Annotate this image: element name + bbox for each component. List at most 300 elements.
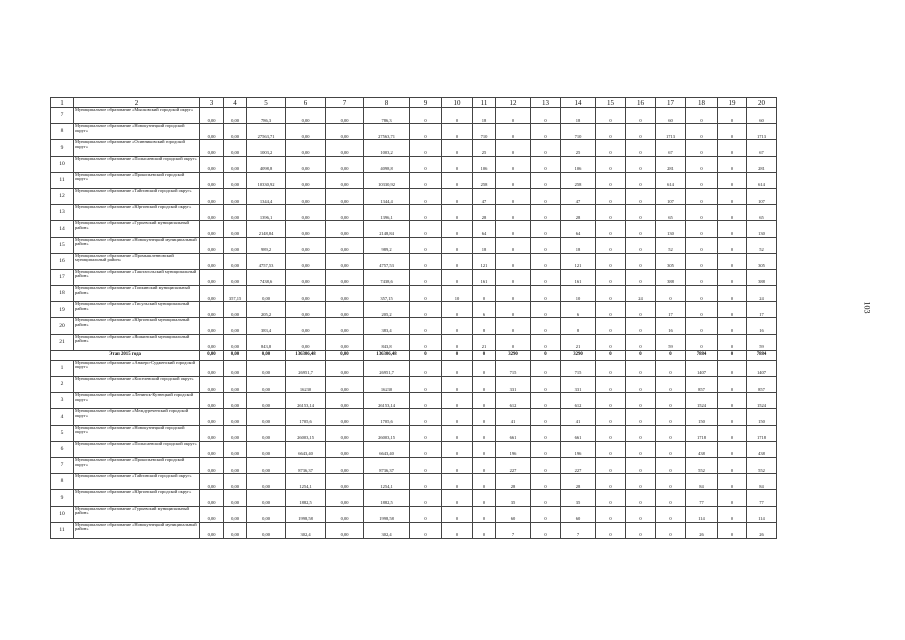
table-cell: 0,00 (286, 302, 326, 318)
table-cell: 281 (747, 156, 777, 172)
table-cell: 10330,92 (364, 172, 410, 188)
table-cell: 64 (561, 221, 596, 237)
table-cell: 0 (596, 522, 626, 538)
table-cell: 0 (718, 188, 747, 204)
table-cell: 0 (656, 393, 686, 409)
table-cell: 715 (561, 360, 596, 376)
table-cell: 16 (747, 318, 777, 334)
table-cell: 0,00 (247, 441, 286, 457)
table-cell: 0,00 (247, 377, 286, 393)
table-cell: 0,00 (326, 221, 364, 237)
stage-total-cell: 136306,48 (364, 350, 410, 360)
municipality-name: Муниципальное образование «Яшкинский муниципальный район» (74, 334, 200, 350)
table-cell: 0 (410, 334, 442, 350)
table-row (51, 474, 777, 490)
stage-total-cell: 0 (596, 350, 626, 360)
table-cell: 1524 (747, 393, 777, 409)
table-cell: 121 (473, 253, 496, 269)
table-cell: 0 (656, 522, 686, 538)
table-cell: 0 (596, 124, 626, 140)
table-cell: 0 (410, 253, 442, 269)
table-cell: 0,00 (326, 188, 364, 204)
table-cell: 1705,6 (364, 409, 410, 425)
table-cell: 6 (473, 302, 496, 318)
table-cell: 0 (496, 124, 531, 140)
table-cell: 0,00 (200, 172, 224, 188)
table-cell: 0 (596, 360, 626, 376)
table-cell: 114 (686, 506, 718, 522)
table-cell: 357,15 (364, 286, 410, 302)
table-cell: 8 (473, 318, 496, 334)
table-cell: 26 (686, 522, 718, 538)
row-number: 12 (51, 188, 74, 204)
table-cell: 0,00 (224, 172, 247, 188)
table-cell: 0 (442, 108, 473, 124)
table-cell: 0 (596, 425, 626, 441)
table-cell: 0 (596, 506, 626, 522)
table-cell: 0,00 (247, 393, 286, 409)
table-cell: 0 (496, 318, 531, 334)
table-cell: 305 (656, 253, 686, 269)
table-cell: 0 (473, 457, 496, 473)
table-cell: 17 (656, 302, 686, 318)
table-cell: 0 (656, 474, 686, 490)
table-cell: 0 (718, 205, 747, 221)
table-cell: 438 (747, 441, 777, 457)
column-header: 9 (410, 98, 442, 108)
table-cell: 59 (747, 334, 777, 350)
table-cell: 0,00 (200, 474, 224, 490)
table-cell: 18 (561, 108, 596, 124)
row-number: 2 (51, 377, 74, 393)
column-header: 10 (442, 98, 473, 108)
table-cell: 1344,4 (364, 188, 410, 204)
page-number: 103 (862, 301, 872, 314)
table-cell: 16 (656, 318, 686, 334)
table-cell: 18 (473, 108, 496, 124)
table-cell: 0 (718, 286, 747, 302)
table-cell: 0,00 (200, 409, 224, 425)
table-cell: 0 (656, 360, 686, 376)
table-cell: 0 (531, 457, 561, 473)
table-cell: 130 (656, 221, 686, 237)
table-cell: 8736,37 (364, 457, 410, 473)
municipality-name: Муниципальное образование «Осинниковский городской округ» (74, 140, 200, 156)
table-cell: 0 (531, 441, 561, 457)
table-cell: 0 (656, 286, 686, 302)
table-cell: 0 (442, 360, 473, 376)
stage-total-cell: 0,00 (200, 350, 224, 360)
table-cell: 0 (656, 457, 686, 473)
table-cell: 0 (531, 156, 561, 172)
table-cell: 0,00 (200, 188, 224, 204)
table-cell: 0,00 (286, 286, 326, 302)
table-cell: 0,00 (200, 205, 224, 221)
table-row (51, 506, 777, 522)
table-cell: 52 (656, 237, 686, 253)
table-cell: 28 (561, 205, 596, 221)
table-cell: 0 (410, 506, 442, 522)
table-cell: 388 (747, 269, 777, 285)
table-cell: 0 (410, 205, 442, 221)
table-cell: 0,00 (200, 286, 224, 302)
column-header: 3 (200, 98, 224, 108)
column-header: 16 (626, 98, 656, 108)
table-cell: 1396,1 (364, 205, 410, 221)
table-cell: 0 (596, 457, 626, 473)
table-cell: 0,00 (224, 221, 247, 237)
table-cell: 0 (686, 140, 718, 156)
table-cell: 0 (531, 124, 561, 140)
table-cell: 1407 (686, 360, 718, 376)
row-number: 6 (51, 441, 74, 457)
column-header: 12 (496, 98, 531, 108)
stage-total-cell: 0,00 (247, 350, 286, 360)
table-cell: 0,00 (286, 205, 326, 221)
table-cell: 0,00 (200, 506, 224, 522)
row-number: 9 (51, 140, 74, 156)
table-cell: 0,00 (200, 269, 224, 285)
table-cell: 0 (410, 156, 442, 172)
table-cell: 0,00 (326, 457, 364, 473)
table-cell: 59 (656, 334, 686, 350)
table-cell: 302,4 (286, 522, 326, 538)
table-cell: 227 (561, 457, 596, 473)
table-cell: 26951,7 (364, 360, 410, 376)
table-cell: 0,00 (247, 474, 286, 490)
table-cell: 0 (473, 474, 496, 490)
table-cell: 0 (626, 140, 656, 156)
table-cell: 0,00 (286, 172, 326, 188)
table-cell: 6643,40 (364, 441, 410, 457)
municipality-name: Муниципальное образование «Анжеро-Судженский городской округ» (74, 360, 200, 376)
table-cell: 0 (596, 237, 626, 253)
table-cell: 0 (626, 205, 656, 221)
table-row (51, 188, 777, 204)
municipality-name: Муниципальное образование «Тайгинский городской округ» (74, 474, 200, 490)
table-cell: 0,00 (200, 221, 224, 237)
table-row (51, 441, 777, 457)
table-cell: 0 (410, 377, 442, 393)
table-cell: 161 (473, 269, 496, 285)
table-cell: 0 (596, 172, 626, 188)
table-cell: 0 (626, 393, 656, 409)
table-cell: 0,00 (224, 360, 247, 376)
table-cell: 0,00 (200, 156, 224, 172)
table-cell: 16230 (286, 377, 326, 393)
table-cell: 0 (596, 286, 626, 302)
table-cell: 27563,71 (247, 124, 286, 140)
data-table (50, 97, 777, 539)
table-cell: 0,00 (326, 302, 364, 318)
table-cell: 0 (596, 441, 626, 457)
table-cell: 0 (442, 124, 473, 140)
table-cell: 0,00 (326, 286, 364, 302)
table-cell: 0,00 (224, 253, 247, 269)
table-cell: 0 (496, 172, 531, 188)
table-cell: 106 (473, 156, 496, 172)
table-cell: 60 (656, 108, 686, 124)
table-cell: 0 (531, 377, 561, 393)
table-cell: 0 (718, 108, 747, 124)
table-cell: 710 (473, 124, 496, 140)
table-cell: 196 (496, 441, 531, 457)
table-cell: 0 (626, 221, 656, 237)
row-number: 8 (51, 474, 74, 490)
table-cell: 661 (496, 425, 531, 441)
table-cell: 0 (626, 269, 656, 285)
table-cell: 0 (496, 302, 531, 318)
table-cell: 196 (561, 441, 596, 457)
table-cell: 843,8 (364, 334, 410, 350)
table-cell: 0 (496, 108, 531, 124)
table-cell: 614 (656, 172, 686, 188)
row-number: 10 (51, 156, 74, 172)
table-cell: 0,00 (286, 156, 326, 172)
municipality-name: Муниципальное образование «Таштагольский муниципальный район» (74, 269, 200, 285)
table-cell: 150 (747, 409, 777, 425)
table-cell: 227 (496, 457, 531, 473)
table-cell: 0 (686, 318, 718, 334)
row-number: 5 (51, 425, 74, 441)
municipality-name: Муниципальное образование «Прокопьевский городской округ» (74, 457, 200, 473)
table-cell: 0 (626, 425, 656, 441)
row-number: 13 (51, 205, 74, 221)
row-number: 18 (51, 286, 74, 302)
table-cell: 67 (747, 140, 777, 156)
municipality-name: Муниципальное образование «Мысковский городской округ» (74, 108, 200, 124)
table-cell: 0,00 (224, 156, 247, 172)
table-row (51, 140, 777, 156)
table-cell: 205,2 (247, 302, 286, 318)
table-cell: 989,2 (364, 237, 410, 253)
table-cell: 2148,84 (364, 221, 410, 237)
table-cell: 0 (496, 334, 531, 350)
stage-total-cell: 0,00 (224, 350, 247, 360)
table-cell: 0 (410, 409, 442, 425)
table-cell: 7 (496, 522, 531, 538)
table-cell: 6643,40 (286, 441, 326, 457)
table-cell: 0 (496, 205, 531, 221)
table-cell: 121 (561, 253, 596, 269)
row-number: 14 (51, 221, 74, 237)
table-cell: 0,00 (326, 269, 364, 285)
table-cell: 1882,5 (286, 490, 326, 506)
table-cell: 383,4 (247, 318, 286, 334)
table-cell: 0 (718, 253, 747, 269)
table-cell: 0,00 (286, 108, 326, 124)
table-cell: 0 (686, 302, 718, 318)
table-cell: 205,2 (364, 302, 410, 318)
table-cell: 0 (473, 506, 496, 522)
table-cell: 0,00 (224, 188, 247, 204)
table-cell: 0 (531, 286, 561, 302)
table-cell: 0 (442, 253, 473, 269)
table-cell: 107 (656, 188, 686, 204)
stage-total-cell: 3290 (496, 350, 531, 360)
table-cell: 0 (410, 457, 442, 473)
table-cell: 0,00 (286, 318, 326, 334)
table-cell: 0 (496, 188, 531, 204)
table-cell: 1003,2 (364, 140, 410, 156)
stage-total-cell: 0 (718, 350, 747, 360)
table-cell: 0,00 (326, 474, 364, 490)
table-cell: 0,00 (326, 108, 364, 124)
table-cell: 0 (656, 441, 686, 457)
table-cell: 1705,6 (286, 409, 326, 425)
table-cell: 383,4 (364, 318, 410, 334)
table-cell: 0,00 (326, 334, 364, 350)
table-cell: 0 (442, 457, 473, 473)
table-cell: 612 (561, 393, 596, 409)
table-cell: 10 (442, 286, 473, 302)
table-cell: 0 (596, 409, 626, 425)
table-cell: 26003,15 (286, 425, 326, 441)
table-row (51, 334, 777, 350)
table-cell: 64 (473, 221, 496, 237)
table-cell: 0 (442, 506, 473, 522)
table-cell: 0 (596, 377, 626, 393)
table-cell: 0,00 (326, 156, 364, 172)
table-row (51, 172, 777, 188)
stage-total-cell: 7884 (686, 350, 718, 360)
table-cell: 24 (747, 286, 777, 302)
table-cell: 0,00 (286, 221, 326, 237)
table-cell: 41 (561, 409, 596, 425)
table-cell: 0 (718, 237, 747, 253)
table-cell: 0,00 (247, 457, 286, 473)
table-cell: 0,00 (326, 253, 364, 269)
table-cell: 1718 (686, 425, 718, 441)
table-cell: 0 (496, 286, 531, 302)
table-cell: 65 (656, 205, 686, 221)
table-cell: 0 (686, 205, 718, 221)
table-cell: 0 (596, 108, 626, 124)
table-cell: 0,00 (326, 522, 364, 538)
table-cell: 107 (747, 188, 777, 204)
table-cell: 0 (442, 237, 473, 253)
stage-total-cell: 0 (531, 350, 561, 360)
table-cell: 0 (718, 457, 747, 473)
table-cell: 331 (561, 377, 596, 393)
table-cell: 0 (596, 156, 626, 172)
table-cell: 0,00 (200, 360, 224, 376)
table-cell: 28 (561, 474, 596, 490)
table-cell: 0 (686, 156, 718, 172)
table-cell: 65 (747, 205, 777, 221)
stage-total-row (51, 350, 777, 360)
table-cell: 0 (442, 172, 473, 188)
column-header: 20 (747, 98, 777, 108)
table-cell: 0 (442, 302, 473, 318)
table-cell: 0 (531, 269, 561, 285)
table-cell: 0 (656, 490, 686, 506)
stage-total-cell: 7884 (747, 350, 777, 360)
table-row (51, 221, 777, 237)
table-cell: 0,00 (200, 393, 224, 409)
table-cell: 1713 (747, 124, 777, 140)
column-header: 17 (656, 98, 686, 108)
table-cell: 0 (442, 441, 473, 457)
table-cell: 0 (626, 377, 656, 393)
table-cell: 0,00 (224, 140, 247, 156)
table-cell: 0 (410, 286, 442, 302)
table-cell: 305 (747, 253, 777, 269)
table-cell: 0,00 (200, 318, 224, 334)
table-cell: 0,00 (326, 172, 364, 188)
table-cell: 0,00 (224, 334, 247, 350)
stage-total-cell: 0 (656, 350, 686, 360)
table-cell: 0 (718, 269, 747, 285)
table-cell: 331 (496, 377, 531, 393)
table-cell: 857 (686, 377, 718, 393)
table-cell: 0 (718, 360, 747, 376)
table-cell: 0,00 (286, 237, 326, 253)
table-cell: 0 (410, 393, 442, 409)
table-cell: 0,00 (326, 205, 364, 221)
column-header: 11 (473, 98, 496, 108)
table-cell: 0 (531, 474, 561, 490)
table-cell: 1003,2 (247, 140, 286, 156)
table-cell: 0 (596, 205, 626, 221)
table-row (51, 393, 777, 409)
table-cell: 0 (686, 221, 718, 237)
row-number: 21 (51, 334, 74, 350)
table-cell: 0 (442, 393, 473, 409)
table-cell: 0 (596, 269, 626, 285)
table-cell: 0,00 (286, 188, 326, 204)
table-cell: 35 (561, 490, 596, 506)
table-cell: 130 (747, 221, 777, 237)
row-number: 8 (51, 124, 74, 140)
table-cell: 0 (473, 490, 496, 506)
table-cell: 0 (531, 302, 561, 318)
table-cell: 0 (410, 474, 442, 490)
table-cell: 0,00 (224, 237, 247, 253)
table-cell: 0 (596, 302, 626, 318)
table-cell: 18 (561, 237, 596, 253)
table-cell: 0,00 (200, 377, 224, 393)
table-cell: 0 (531, 490, 561, 506)
table-cell: 10330,92 (247, 172, 286, 188)
table-cell: 0 (531, 237, 561, 253)
table-cell: 0 (626, 441, 656, 457)
table-cell: 0 (442, 318, 473, 334)
table-cell: 0 (531, 205, 561, 221)
municipality-name: Муниципальное образование «Промышленновский муниципальный район» (74, 253, 200, 269)
table-cell: 0 (410, 360, 442, 376)
table-cell: 0 (410, 188, 442, 204)
table-cell: 0,00 (200, 522, 224, 538)
table-cell: 0 (596, 253, 626, 269)
table-row (51, 156, 777, 172)
table-cell: 0 (686, 286, 718, 302)
table-cell: 0 (686, 188, 718, 204)
table-cell: 84 (686, 474, 718, 490)
table-cell: 0,00 (247, 409, 286, 425)
table-cell: 0 (686, 269, 718, 285)
table-cell: 8736,37 (286, 457, 326, 473)
table-cell: 1882,5 (364, 490, 410, 506)
table-cell: 0 (686, 124, 718, 140)
table-cell: 28 (473, 205, 496, 221)
table-cell: 25 (473, 140, 496, 156)
table-cell: 0 (410, 490, 442, 506)
stage-total-cell: 0 (442, 350, 473, 360)
table-cell: 8 (561, 318, 596, 334)
municipality-name: Муниципальное образование «Юргинский городской округ» (74, 490, 200, 506)
table-cell: 0 (596, 334, 626, 350)
